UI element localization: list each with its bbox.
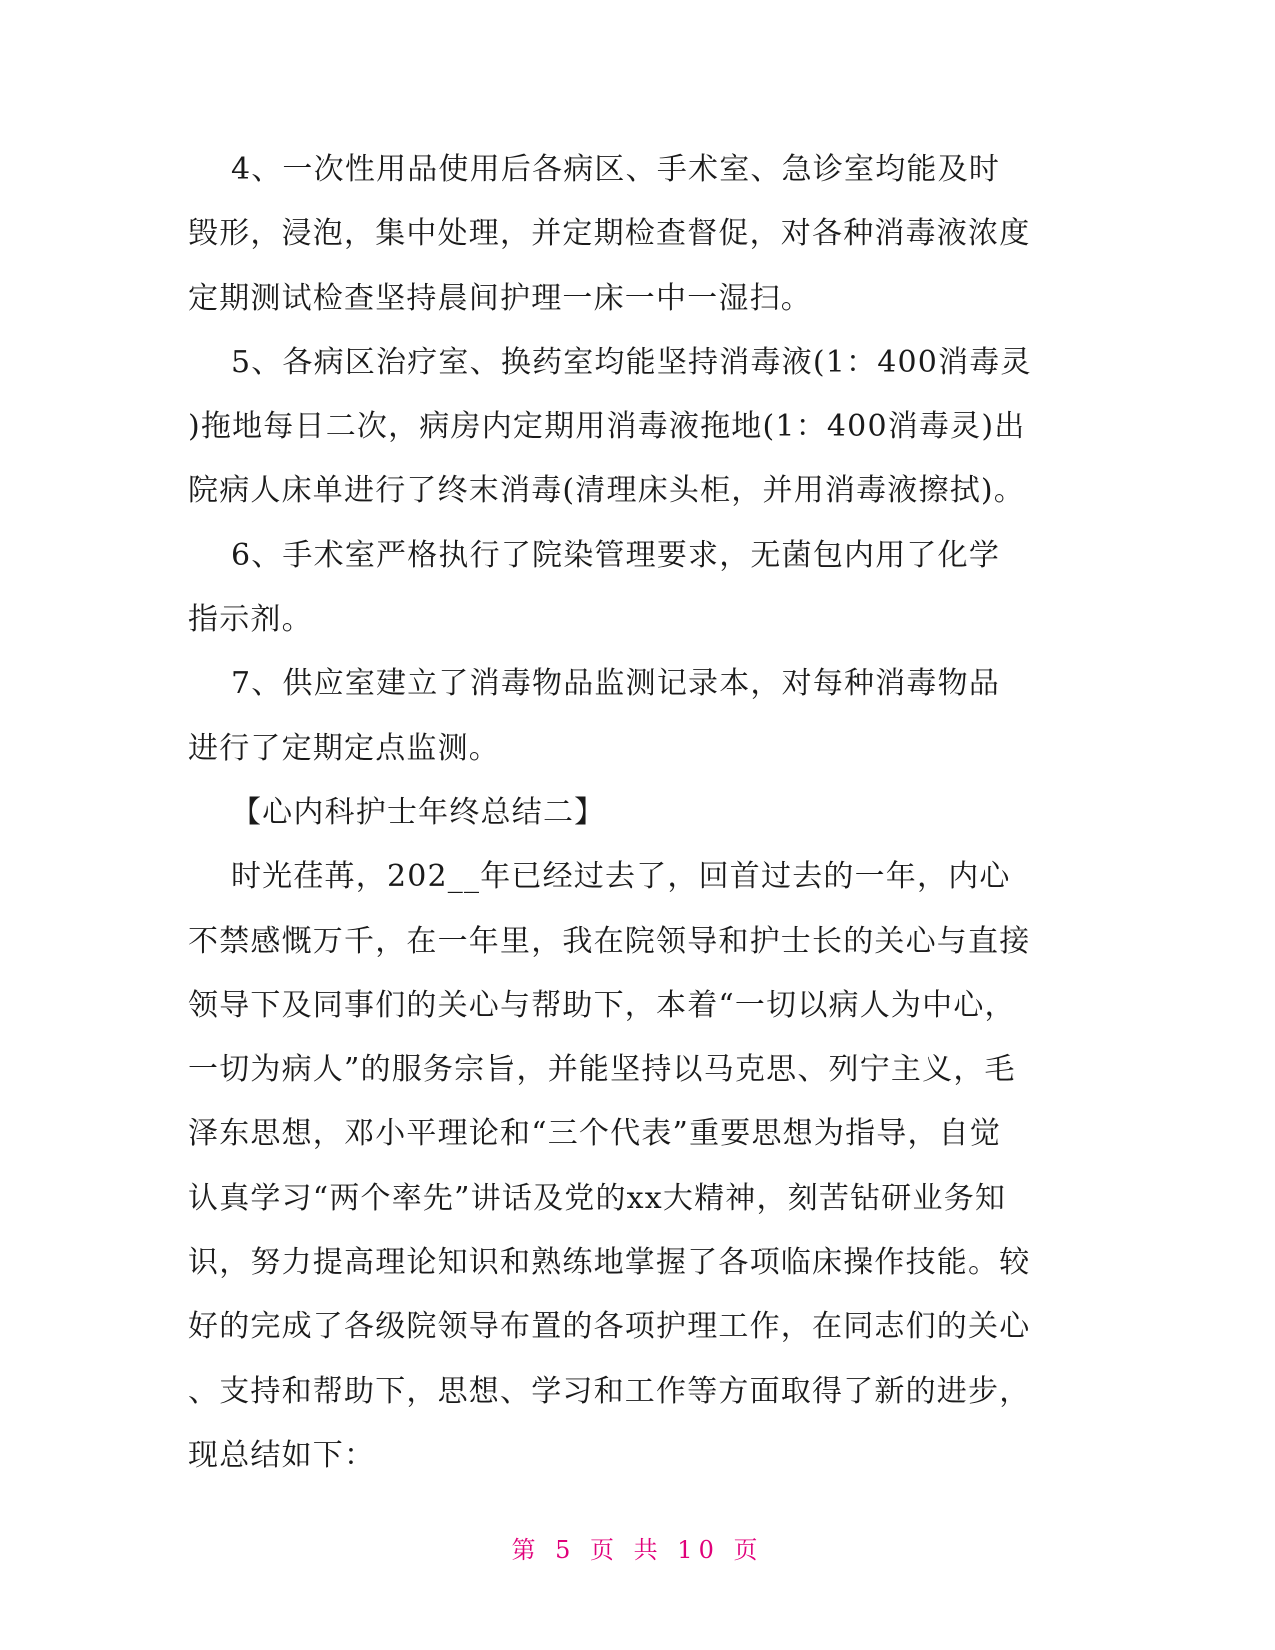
text-line: 识，努力提高理论知识和熟练地掌握了各项临床操作技能。较 bbox=[188, 1245, 1031, 1281]
text-line: 认真学习“两个率先”讲话及党的xx大精神，刻苦钻研业务知 bbox=[188, 1180, 1007, 1216]
page-number-footer: 第 5 页 共 10 页 bbox=[511, 1536, 764, 1564]
text-line: 5、各病区治疗室、换药室均能坚持消毒液(1：400消毒灵 bbox=[188, 344, 1032, 380]
text-line: 一切为病人”的服务宗旨，并能坚持以马克思、列宁主义，毛 bbox=[188, 1052, 1016, 1088]
text-line: 4、一次性用品使用后各病区、手术室、急诊室均能及时 bbox=[188, 152, 1001, 187]
text-line: 现总结如下： bbox=[188, 1437, 376, 1473]
text-line: 6、手术室严格执行了院染管理要求，无菌包内用了化学 bbox=[188, 537, 1001, 573]
text-line: 泽东思想，邓小平理论和“三个代表”重要思想为指导，自觉 bbox=[188, 1116, 1002, 1152]
text-line: )拖地每日二次，病房内定期用消毒液拖地(1：400消毒灵)出 bbox=[188, 409, 1026, 445]
text-line: 定期测试检查坚持晨间护理一床一中一湿扫。 bbox=[188, 280, 812, 316]
text-line: 好的完成了各级院领导布置的各项护理工作，在同志们的关心 bbox=[188, 1309, 1031, 1345]
text-line: 、支持和帮助下，思想、学习和工作等方面取得了新的进步， bbox=[188, 1373, 1031, 1409]
text-line: 指示剂。 bbox=[188, 602, 313, 638]
section-heading: 【心内科护士年终总结二】 bbox=[188, 794, 606, 830]
document-body bbox=[188, 138, 1088, 1488]
text-line: 进行了定期定点监测。 bbox=[188, 730, 500, 766]
text-line: 院病人床单进行了终末消毒(清理床头柜，并用消毒液擦拭)。 bbox=[188, 473, 1026, 509]
text-line: 7、供应室建立了消毒物品监测记录本，对每种消毒物品 bbox=[188, 666, 1001, 702]
text-line: 毁形，浸泡，集中处理，并定期检查督促，对各种消毒液浓度 bbox=[188, 216, 1031, 252]
text-line: 领导下及同事们的关心与帮助下，本着“一切以病人为中心， bbox=[188, 987, 1016, 1023]
text-line: 不禁感慨万千，在一年里，我在院领导和护士长的关心与直接 bbox=[188, 923, 1031, 959]
text-line: 时光荏苒，202__年已经过去了，回首过去的一年，内心 bbox=[188, 859, 1011, 895]
